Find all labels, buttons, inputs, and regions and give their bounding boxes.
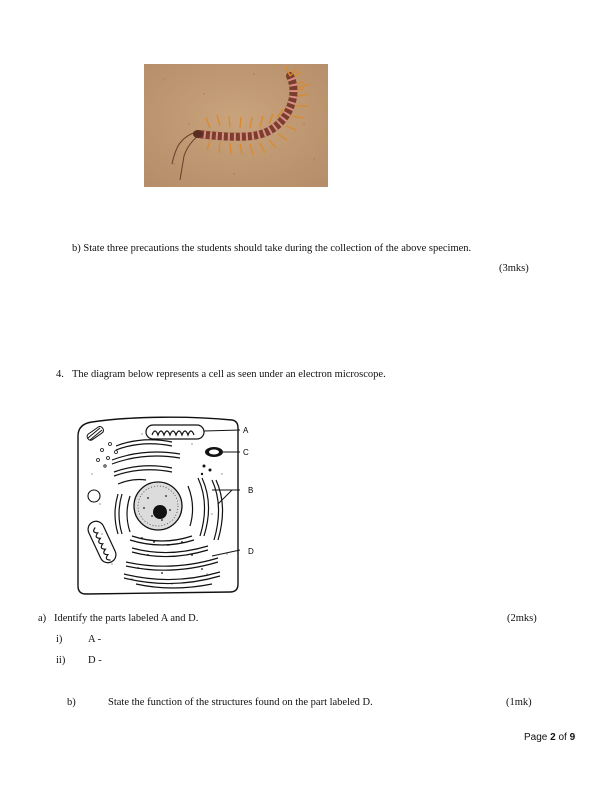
part-b-marks: (1mk) [506, 697, 532, 708]
q3b-marks: (3mks) [499, 263, 529, 274]
q4-intro: The diagram below represents a cell as seen under an electron microscope. [72, 369, 386, 380]
part-a-marks: (2mks) [507, 613, 537, 624]
part-a-prompt: Identify the parts labeled A and D. [54, 613, 199, 624]
list-item-num: ii) [56, 655, 66, 666]
part-b-letter: b) [67, 697, 76, 708]
list-item-text: D - [88, 655, 102, 666]
page-number: Page 2 of 9 [524, 732, 576, 743]
cell-diagram [72, 414, 268, 598]
label-a: A [243, 426, 249, 435]
q4-number: 4. [56, 369, 64, 380]
label-b: B [248, 486, 254, 495]
list-item-text: A - [88, 634, 102, 645]
part-a-letter: a) [38, 613, 47, 624]
list-item-num: i) [56, 634, 63, 645]
part-b-prompt: State the function of the structures found on the part labeled D. [108, 697, 373, 708]
label-d: D [248, 547, 254, 556]
centipede-photo [144, 64, 328, 187]
label-c: C [243, 448, 249, 457]
q3b-prompt: b) State three precautions the students should take during the collection of the above specimen. [72, 243, 472, 254]
